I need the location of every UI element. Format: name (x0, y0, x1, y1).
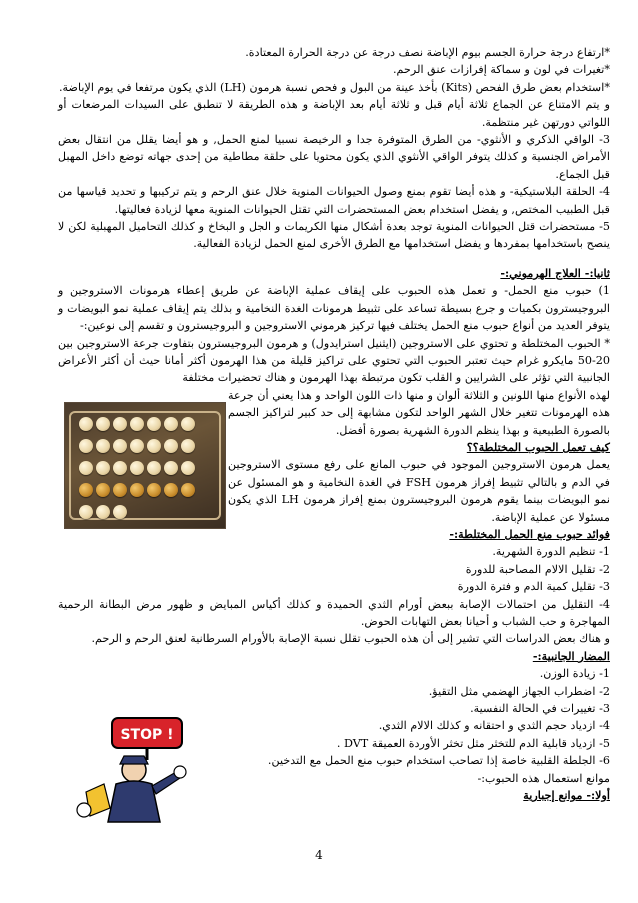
usage-line: موانع استعمال هذه الحبوب:- (477, 771, 610, 785)
first-line-heading: أولا:- موانع إجبارية (523, 788, 610, 803)
list-item: 2- تقليل الالام المصاحبة للدورة (465, 562, 610, 576)
paragraph: * الحبوب المختلطة و تحتوي على الاستروجين (ايثنيل استرايدول) و هرمون البروجيسترون بتفاوت جرعة الاستروجين بين 20-50 مايكرو غرام حيث تعتبر الحبوب التي تحتوي على تراكيز قليلة من هذا الهرمون أكثر أمانا حيث أن أكثر الأعراض الجانبية التي تؤثر على الشرايين و القلب تكون مرتبطة بهذا الهرمون و هناك تحضيرات مختلفة (58, 336, 610, 385)
paragraph: 1) حبوب منع الحمل- و تعمل هذه الحبوب على إيقاف عملية الإباضة عن طريق إعطاء هرمونات الاستروجين و البروجيسترون بكميات و جرع بسيطة تساعد على تثبيط هرمونات الغدة النخامية و بذلك يتم إيقاف عملية نمو البويضات و يتوفر العديد من أنواع حبوب منع الحمل يختلف فيها تركيز هرموني الاستروجين و البروجيسترون و تقسم إلى نوعين:- (58, 284, 610, 333)
list-item: و هناك بعض الدراسات التي تشير إلى أن هذه الحبوب تقلل نسبة الإصابة بالأورام السرطانية لعنق الرحم و الرحم. (91, 632, 610, 646)
list-item: 6- الجلطة القلبية خاصة إذا تصاحب استخدام حبوب منع الحمل مع التدخين. (267, 754, 610, 768)
page-number: 4 (315, 848, 323, 862)
paragraph: *ارتفاع درجة حرارة الجسم بيوم الإباضة نصف درجة عن درجة الحرارة المعتادة. (245, 46, 610, 59)
pill-pack-photo (64, 402, 226, 529)
question-heading: كيف تعمل الحبوب المختلطة؟؟ (466, 439, 610, 454)
list-item: 1- تنظيم الدورة الشهرية. (492, 545, 610, 559)
paragraph: 4- الحلقة البلاستيكية- و هذه أيضا تقوم بمنع وصول الحيوانات المنوية خلال عنق الرحم و يتم تركيبها و تحديد قياسها من قبل الطبيب المختص, و يفضل استخدام بعض المستحضرات التي تقتل الحيوانات المنوية معها لزيادة فعاليتها. (58, 185, 610, 216)
benefits-heading: فوائد حبوب منع الحمل المختلطة:- (449, 526, 610, 541)
paragraph: *تغيرات في لون و سماكة إفرازات عنق الرحم. (392, 63, 610, 77)
list-item: 3- تقليل كمية الدم و فترة الدورة (457, 580, 610, 594)
paragraph: 5- مستحضرات قتل الحيوانات المنوية توجد بعدة أشكال منها الكريمات و الجل و البخاخ و كذلك التحاميل المهبلية لكن لا ينصح باستخدامها بمفردها و يفضل استخدامها مع الطرق الأخرى لمنع الحمل لزيادة الفعالية. (58, 220, 610, 251)
stop-sign-text: STOP ! (120, 727, 174, 743)
list-item: 1- زيادة الوزن. (539, 667, 610, 681)
list-item: 2- اضطراب الجهاز الهضمي مثل التقيؤ. (428, 684, 610, 698)
side-effects-heading: المضار الجانبية:- (532, 648, 610, 663)
paragraph: *استخدام بعض طرق الفحص (Kits) بأخذ عينة من البول و فحص نسبة هرمون (LH) الذي يكون مرتفعا في يوم الإباضة. (58, 80, 610, 94)
list-item: 5- ازدياد قابلية الدم للتخثر مثل تخثر الأوردة العميقة DVT . (336, 736, 610, 750)
paragraph: لهذه الأنواع منها اللونين و الثلاثة ألوان و منها ذات اللون الواحد و هذا يعني أن جرعة هذه الهرمونات تتغير خلال الشهر الواحد لتكون مشابهة إلى حد كبير لتراكيز الجسم بالصورة الطبيعية و بهذا ينظم الدورة الشهرية بصورة أفضل. (228, 388, 610, 437)
paragraph: 3- الواقي الذكري و الأنثوي- من الطرق المتوفرة جدا و الرخيصة نسبيا لمنع الحمل, و هو أيضا يقلل من انتقال بعض الأمراض الجنسية و كذلك يتوفر الواقي الأنثوي الذي يكون محتويا على حلقة مطاطية من إحدى جهاته توضع داخل المهبل قبل الجماع. (58, 133, 610, 181)
paragraph: يعمل هرمون الاستروجين الموجود في حبوب المانع على رفع مستوى الاستروجين في الدم و بالتالي تثبيط إفراز هرمون FSH في الغدة النخامية و هو المسئول عن نمو البويضات بينما يقوم هرمون البروجيسترون بمنع إفراز هرمون LH الذي يكون مسئولا عن عملية الإباضة. (228, 458, 610, 524)
list-item: 4- التقليل من احتمالات الإصابة ببعض أورام الثدي الحميدة و كذلك أكياس المبايض و ظهور مرض البطانة الرحمية المهاجرة و حب الشباب و أحيانا بعض التهابات الحوض. (58, 597, 610, 628)
section-heading: ثانيا:- العلاج الهرموني:- (500, 265, 610, 280)
paragraph: و يتم الامتناع عن الجماع ثلاثة أيام قبل و ثلاثة أيام بعد الإباضة و هذه الطريقة لا تنطبق على السيدات المرضعات أو اللواتي دورتهن غير منتظمة. (58, 98, 610, 129)
list-item: 3- تغييرات في الحالة النفسية. (470, 702, 610, 716)
stop-sign-cartoon (64, 712, 211, 825)
list-item: 4- ازدياد حجم الثدي و احتقانه و كذلك الالام الثدي. (378, 719, 610, 733)
